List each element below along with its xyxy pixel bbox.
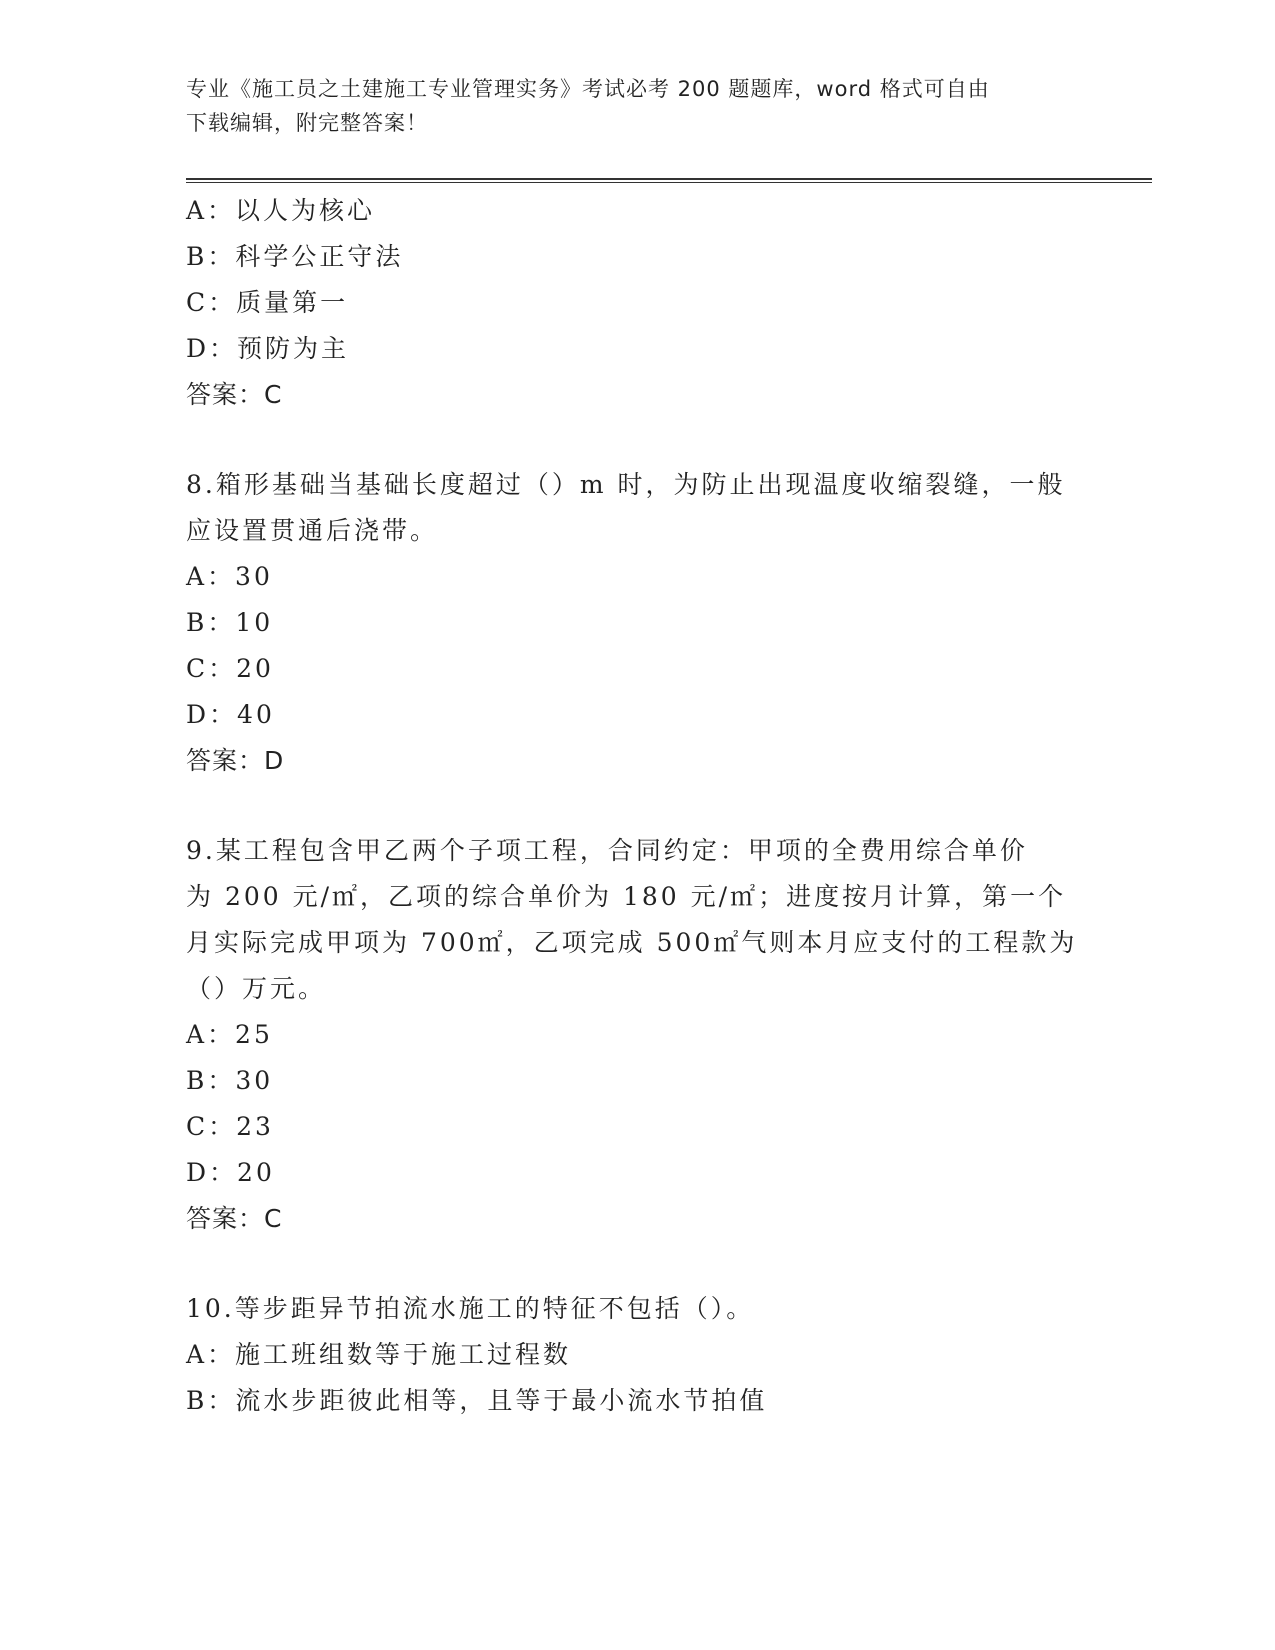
answer: 答案：C (186, 380, 283, 409)
option-b: B：科学公正守法 (186, 242, 404, 271)
option-a: A：施工班组数等于施工过程数 (186, 1340, 572, 1369)
header-line-1: 专业《施工员之土建施工专业管理实务》考试必考 200 题题库，word 格式可自由 (186, 77, 990, 101)
option-b: B：流水步距彼此相等，且等于最小流水节拍值 (186, 1386, 768, 1415)
option-c: C：质量第一 (186, 288, 349, 317)
option-a: A：30 (186, 562, 273, 591)
answer: 答案：D (186, 746, 285, 775)
option-a: A：以人为核心 (186, 196, 376, 225)
option-a: A：25 (186, 1020, 273, 1049)
question-stem-line: 10.等步距异节拍流水施工的特征不包括（）。 (186, 1294, 755, 1323)
question-10 (186, 1286, 1086, 1424)
option-b: B：10 (186, 608, 274, 637)
document-header (186, 72, 1066, 140)
header-divider (186, 178, 1152, 183)
option-d: D：20 (186, 1158, 275, 1187)
option-d: D：40 (186, 700, 275, 729)
spacer (186, 1242, 1086, 1286)
question-7 (186, 188, 1086, 418)
question-stem-line: （）万元。 (186, 974, 327, 1003)
option-d: D：预防为主 (186, 334, 350, 363)
option-b: B：30 (186, 1066, 274, 1095)
question-stem-line: 8.箱形基础当基础长度超过（）m 时，为防止出现温度收缩裂缝，一般 (186, 470, 1066, 499)
question-stem-line: 为 200 元/㎡，乙项的综合单价为 180 元/㎡；进度按月计算，第一个 (186, 882, 1067, 911)
option-c: C：23 (186, 1112, 274, 1141)
spacer (186, 418, 1086, 462)
question-8 (186, 462, 1086, 784)
question-stem-line: 月实际完成甲项为 700㎡，乙项完成 500㎡气则本月应支付的工程款为 (186, 928, 1078, 957)
option-c: C：20 (186, 654, 274, 683)
question-9 (186, 828, 1086, 1242)
header-line-2: 下载编辑，附完整答案！ (186, 111, 428, 135)
question-stem-line: 应设置贯通后浇带。 (186, 516, 439, 545)
question-stem-line: 9.某工程包含甲乙两个子项工程，合同约定：甲项的全费用综合单价 (186, 836, 1028, 865)
answer: 答案：C (186, 1204, 283, 1233)
question-list (186, 188, 1086, 1424)
spacer (186, 784, 1086, 828)
